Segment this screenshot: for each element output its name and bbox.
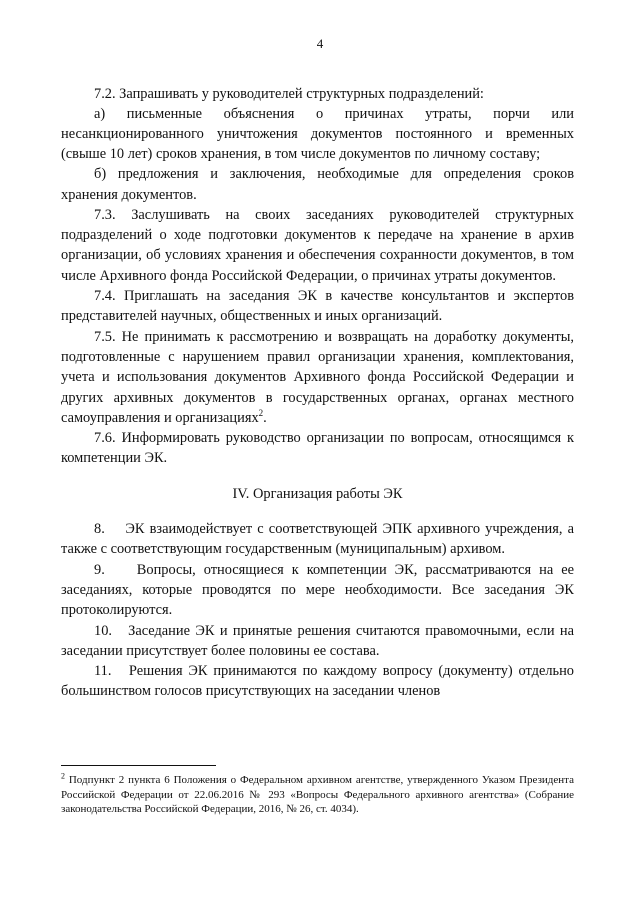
paragraph-7-3: 7.3. Заслушивать на своих заседаниях руководителей структурных подразделений о ходе подготовки документов к передаче на хранение в архив организации, об условиях хранения и обеспечения сохранности документов, в том числе Архивного фонда Российской Федерации, о причинах утраты документов. [61, 206, 574, 284]
section-heading: IV. Организация работы ЭК [232, 485, 403, 502]
paragraph-7-5-text: 7.5. Не принимать к рассмотрению и возвращать на доработку документы, подготовленные с нарушением правил организации хранения, комплектования, учета и использования документов Архивного фонда Российской Федерации и других архивных документов в государственных органах, органах местного самоуправления и организациях [61, 328, 574, 426]
footnote-marker: 2 [61, 771, 65, 781]
footnote-reference: 2 [258, 408, 264, 419]
paragraph-9: 9. Вопросы, относящиеся к компетенции ЭК, рассматриваются на ее заседаниях, которые проводятся по мере необходимости. Все заседания ЭК протоколируются. [61, 561, 574, 619]
paragraph-7-4: 7.4. Приглашать на заседания ЭК в качестве консультантов и экспертов представителей научных, общественных и иных организаций. [61, 288, 574, 325]
paragraph-7-5: 7.5. Не принимать к рассмотрению и возвращать на доработку документы, подготовленные с нарушением правил организации хранения, комплектования, учета и использования документов Архивного фонда Российской Федерации и других архивных документов в государственных органах, органах местного самоуправления и организациях$^2$. [61, 328, 574, 426]
paragraph-11: 11. Решения ЭК принимаются по каждому вопросу (документу) отдельно большинством голосов присутствующих на заседании членов [61, 663, 574, 700]
footnote-text: Подпункт 2 пункта 6 Положения о Федеральном архивном агентстве, утвержденного Указом Президента Российской Федерации от 22.06.2016 № 293 «Вопросы Федерального архивного агентства» (Собрание законодательства Российской Федерации, 2016, № 26, ст. 4034). [61, 774, 574, 815]
footnote-divider [61, 765, 216, 766]
paragraph-8: 8. ЭК взаимодействует с соответствующей ЭПК архивного учреждения, а также с соответствующим государственным (муниципальным) архивом. [61, 521, 574, 558]
footnote [61, 773, 574, 817]
paragraph-10: 10. Заседание ЭК и принятые решения считаются правомочными, если на заседании присутствует более половины ее состава. [61, 622, 574, 659]
paragraph-7-2-a: а) письменные объяснения о причинах утраты, порчи или несанкционированного уничтожения документов постоянного и временных (свыше 10 лет) сроков хранения, в том числе документов по личному составу; [61, 106, 574, 163]
body-text [61, 84, 574, 702]
paragraph-7-2-b: б) предложения и заключения, необходимые для определения сроков хранения документов. [61, 166, 574, 203]
paragraph-7-6: 7.6. Информировать руководство организации по вопросам, относящимся к компетенции ЭК. [61, 430, 574, 467]
paragraph-7-2: 7.2. Запрашивать у руководителей структурных подразделений: [94, 86, 484, 102]
page-number: 4 [316, 36, 324, 51]
